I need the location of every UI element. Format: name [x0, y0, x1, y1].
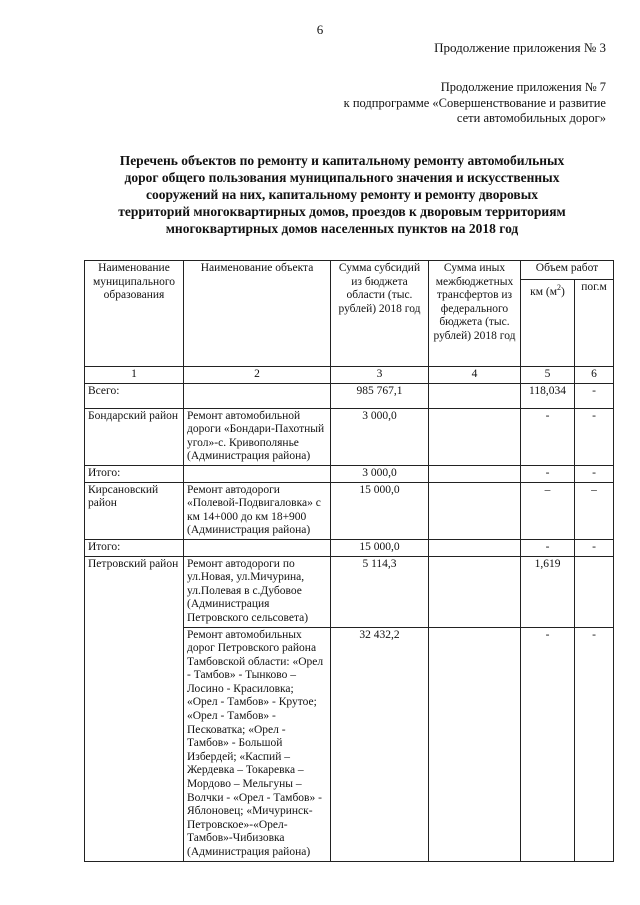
header-km-close: ) — [561, 285, 565, 298]
title-line: дорог общего пользования муниципального значения и искусственных — [124, 170, 560, 185]
subtotal-pog: - — [575, 539, 614, 556]
empty-cell — [429, 482, 521, 539]
subsidy-cell: 15 000,0 — [331, 482, 429, 539]
subtotal-subsidy: 15 000,0 — [331, 539, 429, 556]
column-number-row — [85, 367, 614, 384]
subtotal-km: - — [521, 539, 575, 556]
subtotal-row — [85, 465, 614, 482]
appendix-sub-line: к подпрограмме «Совершенствование и развитие — [343, 95, 606, 110]
object-cell: Ремонт автомобильной дороги «Бондари-Пахотный угол»-с. Кривополянье (Администрация района) — [184, 408, 331, 465]
empty-cell — [429, 556, 521, 627]
column-number: 2 — [184, 367, 331, 384]
subtotal-row — [85, 539, 614, 556]
title-line: территорий многоквартирных домов, проездов к дворовым территориям — [118, 204, 566, 219]
header-object: Наименование объекта — [184, 261, 331, 367]
appendix-heading: Продолжение приложения № 3 — [434, 40, 606, 55]
subsidy-cell: 5 114,3 — [331, 556, 429, 627]
subtotal-label: Итого: — [85, 539, 184, 556]
subtotal-pog: - — [575, 465, 614, 482]
table-row — [85, 482, 614, 539]
document-title — [78, 152, 606, 237]
pog-cell — [575, 556, 614, 627]
empty-cell — [184, 465, 331, 482]
subtotal-label: Итого: — [85, 465, 184, 482]
header-volume: Объем работ — [521, 261, 614, 280]
title-line: Перечень объектов по ремонту и капитальному ремонту автомобильных — [119, 153, 565, 168]
title-line: сооружений на них, капитальному ремонту и ремонту дворовых — [145, 187, 539, 202]
column-number: 3 — [331, 367, 429, 384]
empty-cell — [184, 383, 331, 408]
subtotal-subsidy: 3 000,0 — [331, 465, 429, 482]
grand-total-subsidy: 985 767,1 — [331, 383, 429, 408]
column-number: 1 — [85, 367, 184, 384]
subsidy-cell: 32 432,2 — [331, 627, 429, 861]
empty-cell — [184, 539, 331, 556]
object-cell: Ремонт автодороги «Полевой-Подвигаловка» с км 14+000 до км 18+900 (Администрация района) — [184, 482, 331, 539]
km-cell: 1,619 — [521, 556, 575, 627]
column-number: 4 — [429, 367, 521, 384]
table-row — [85, 556, 614, 627]
column-number: 5 — [521, 367, 575, 384]
municipality-cell: Бондарский район — [85, 408, 184, 465]
pog-cell: - — [575, 627, 614, 861]
table-row — [85, 408, 614, 465]
objects-table — [84, 260, 614, 862]
title-line: многоквартирных домов населенных пунктов на 2018 год — [165, 221, 519, 236]
column-number: 6 — [575, 367, 614, 384]
km-cell: – — [521, 482, 575, 539]
header-row — [85, 261, 614, 280]
header-km — [521, 280, 575, 367]
empty-cell — [429, 539, 521, 556]
page-number: 6 — [316, 22, 324, 37]
appendix-sub-line: Продолжение приложения № 7 — [440, 80, 606, 94]
empty-cell — [429, 383, 521, 408]
empty-cell — [429, 627, 521, 861]
municipality-cell: Кирсановский район — [85, 482, 184, 539]
pog-cell: – — [575, 482, 614, 539]
header-km-text: км (м — [530, 285, 557, 298]
header-municipality: Наименование муниципального образования — [85, 261, 184, 367]
grand-total-label: Всего: — [85, 383, 184, 408]
grand-total-row — [85, 383, 614, 408]
km-cell: - — [521, 408, 575, 465]
header-pog-m: пог.м — [575, 280, 614, 367]
header-transfers: Сумма иных межбюджетных трансфертов из федерального бюджета (тыс. рублей) 2018 год — [429, 261, 521, 367]
object-cell: Ремонт автодороги по ул.Новая, ул.Мичурина, ул.Полевая в с.Дубовое (Администрация Петровского сельсовета) — [184, 556, 331, 627]
subtotal-km: - — [521, 465, 575, 482]
pog-cell: - — [575, 408, 614, 465]
appendix-subheading — [344, 80, 606, 127]
header-km-sup: 2 — [557, 283, 561, 292]
empty-cell — [429, 465, 521, 482]
subsidy-cell: 3 000,0 — [331, 408, 429, 465]
header-subsidy: Сумма субсидий из бюджета области (тыс. рублей) 2018 год — [331, 261, 429, 367]
grand-total-pog: - — [575, 383, 614, 408]
km-cell: - — [521, 627, 575, 861]
object-cell: Ремонт автомобильных дорог Петровского района Тамбовской области: «Орел - Тамбов» - Тынково – Лосино - Красиловка; «Орел - Тамбов» - Крутое; «Орел - Тамбов» - Песковатка; «Орел - Тамбов» - Большой Избердей; «Каспий – Жердевка – Токаревка – Мордово – Мельгуны – Волчки - «Орел - Тамбов» - Яблоновец; «Мичуринск-Петровское»-«Орел-Тамбов»-Чибизовка (Администрация района) — [184, 627, 331, 861]
grand-total-km: 118,034 — [521, 383, 575, 408]
municipality-cell: Петровский район — [85, 556, 184, 861]
empty-cell — [429, 408, 521, 465]
appendix-sub-line: сети автомобильных дорог» — [456, 111, 606, 125]
